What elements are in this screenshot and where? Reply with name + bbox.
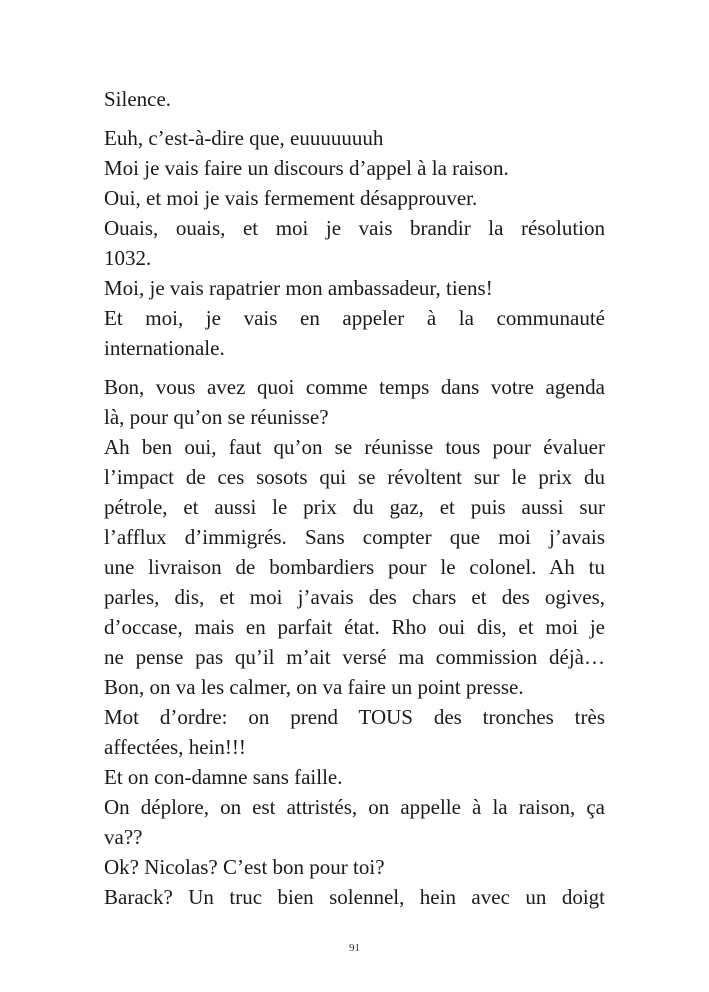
text-line: On déplore, on est attristés, on appelle à la raison, ça [104,795,605,819]
text-line: Ah ben oui, faut qu’on se réunisse tous pour évaluer [104,435,605,459]
text-line: 1032. [104,246,152,270]
text-line: Moi je vais faire un discours d’appel à la raison. [104,156,509,180]
text-line: l’afflux d’immigrés. Sans compter que moi j’avais [104,525,605,549]
text-line: internationale. [104,336,225,360]
text-line: Silence. [104,87,172,111]
text-line: affectées, hein!!! [104,735,246,759]
text-line: Ouais, ouais, et moi je vais brandir la résolution [104,216,605,240]
text-line: pétrole, et aussi le prix du gaz, et puis aussi sur [104,495,605,519]
text-line: Barack? Un truc bien solennel, hein avec un doigt [104,885,605,909]
text-line: Bon, on va les calmer, on va faire un point presse. [104,675,524,699]
text-line: va?? [104,825,143,849]
text-line: Et on con-damne sans faille. [104,765,343,789]
text-line: une livraison de bombardiers pour le colonel. Ah tu [104,555,605,579]
text-line: Bon, vous avez quoi comme temps dans votre agenda [104,375,605,399]
text-line: Ok? Nicolas? C’est bon pour toi? [104,855,385,879]
page-number: 91 [349,942,360,954]
paragraph-dialogue-2 [104,372,605,912]
text-line: Et moi, je vais en appeler à la communauté [104,306,605,330]
text-line: l’impact de ces sosots qui se révoltent sur le prix du [104,465,605,489]
text-line: là, pour qu’on se réunisse? [104,405,329,429]
paragraph-dialogue-1 [104,123,605,363]
text-line: d’occase, mais en parfait état. Rho oui dis, et moi je [104,615,605,639]
text-line: Oui, et moi je vais fermement désapprouver. [104,186,478,210]
text-line: Mot d’ordre: on prend TOUS des tronches très [104,705,605,729]
page-body [104,84,605,912]
text-line: Moi, je vais rapatrier mon ambassadeur, tiens! [104,276,493,300]
paragraph-silence [104,84,605,114]
text-line: ne pense pas qu’il m’ait versé ma commission déjà… [104,645,605,669]
text-line: Euh, c’est-à-dire que, euuuuuuuh [104,126,384,150]
text-line: parles, dis, et moi j’avais des chars et des ogives, [104,585,605,609]
